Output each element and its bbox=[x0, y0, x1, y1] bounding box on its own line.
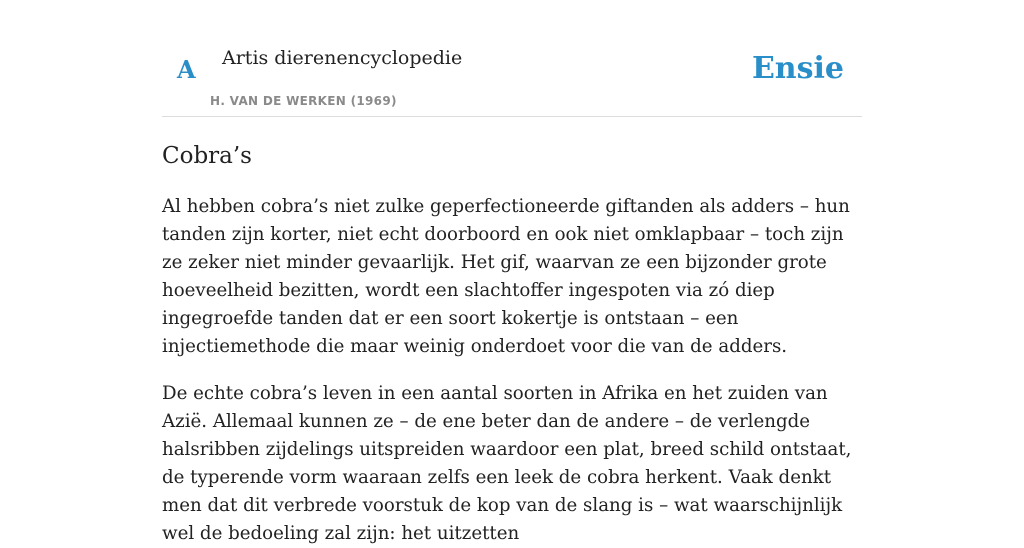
brand-logo-link[interactable]: Ensie bbox=[751, 51, 844, 86]
article-title: Cobra’s bbox=[162, 143, 252, 169]
article-paragraph: Al hebben cobra’s niet zulke geperfectioneerde giftanden als adders – hun tanden zijn korter, niet echt doorboord en ook niet omklapbaar – toch zijn ze zeker niet minder gevaarlijk. Het gif, waarvan ze een bijzonder grote hoeveelheid bezitten, wordt een slachtoffer ingespoten via zó diep ingegroefde tanden dat er een soort kokertje is ontstaan – een injectiemethode die maar weinig onderdoet voor die van de adders. bbox=[162, 196, 850, 357]
letter-index-link[interactable]: A bbox=[177, 55, 196, 84]
author-credit: H. VAN DE WERKEN (1969) bbox=[210, 94, 397, 108]
header bbox=[162, 0, 862, 117]
article-paragraph: De echte cobra’s leven in een aantal soorten in Afrika en het zuiden van Azië. Allemaal kunnen ze – de ene beter dan de andere – de verlengde halsribben zijdelings uitspreiden waardoor een plat, breed schild ontstaat, de typerende vorm waaraan zelfs een leek de cobra herkent. Vaak denkt men dat dit verbrede voorstuk de kop van de slang is – wat waarschijnlijk wel de bedoeling zal zijn: het uitzetten bbox=[162, 383, 852, 544]
article bbox=[162, 141, 862, 548]
work-title-link[interactable]: Artis dierenencyclopedie bbox=[222, 47, 463, 69]
page bbox=[162, 0, 862, 548]
